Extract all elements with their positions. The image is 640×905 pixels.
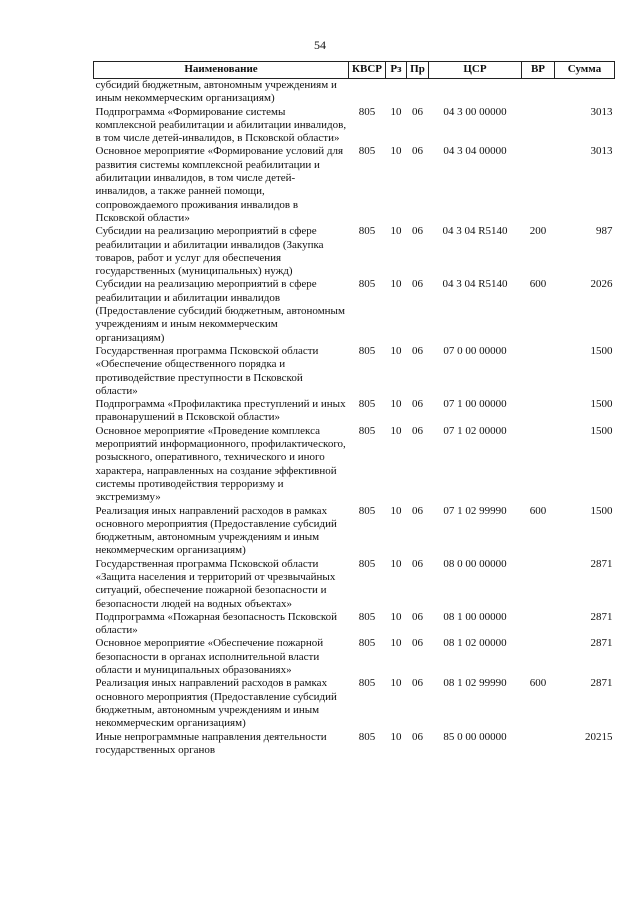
table-header-row <box>94 62 615 79</box>
header-pr: Пр <box>407 62 429 79</box>
cell-kvsr: 805 <box>358 398 376 411</box>
cell-rz: 10 <box>390 730 402 743</box>
header-vr: ВР <box>522 62 555 79</box>
table-row <box>94 106 615 146</box>
cell-pr: 06 <box>412 677 423 690</box>
cell-pr: 06 <box>412 557 423 570</box>
cell-csr: 04 3 00 00000 <box>443 105 507 118</box>
header-rz: Рз <box>386 62 407 79</box>
cell-rz: 10 <box>390 637 402 650</box>
cell-vr <box>522 558 555 611</box>
cell-vr <box>522 398 555 425</box>
cell-sum: 2871 <box>590 677 613 690</box>
cell-vr <box>522 637 555 677</box>
cell-csr <box>429 79 522 106</box>
cell-rz: 10 <box>390 278 402 291</box>
cell-kvsr: 805 <box>358 610 376 623</box>
cell-name: Государственная программа Псковской области «Защита населения и территорий от чрезвычайных ситуаций, обеспечение пожарной безопасности и безопасности людей на водных объектах» <box>95 557 336 610</box>
table-row <box>94 345 615 398</box>
cell-rz: 10 <box>390 557 402 570</box>
cell-pr: 06 <box>412 504 423 517</box>
cell-vr: 600 <box>529 278 547 291</box>
table-row <box>94 278 615 344</box>
cell-pr: 06 <box>412 225 423 238</box>
cell-vr: 600 <box>529 677 547 690</box>
cell-kvsr: 805 <box>358 105 376 118</box>
cell-sum: 987 <box>596 225 613 238</box>
cell-csr: 07 1 02 99990 <box>443 504 507 517</box>
cell-rz: 10 <box>390 225 402 238</box>
cell-kvsr: 805 <box>358 504 376 517</box>
cell-name: Реализация иных направлений расходов в рамках основного мероприятия (Предоставление субсидий бюджетным, автономным учреждениям и иным некоммерческим организациям) <box>95 677 337 730</box>
cell-pr: 06 <box>412 398 423 411</box>
cell-name: Иные непрограммные направления деятельности государственных органов <box>95 730 327 756</box>
table-row <box>94 79 615 106</box>
cell-sum: 1500 <box>590 398 613 411</box>
cell-csr: 07 0 00 00000 <box>443 344 507 357</box>
cell-rz: 10 <box>390 145 402 158</box>
cell-pr: 06 <box>412 278 423 291</box>
cell-sum <box>555 79 615 106</box>
cell-vr <box>522 425 555 505</box>
cell-pr: 06 <box>412 105 423 118</box>
table-row <box>94 225 615 278</box>
cell-pr <box>407 79 429 106</box>
cell-vr <box>522 79 555 106</box>
table-row <box>94 145 615 225</box>
cell-rz: 10 <box>390 610 402 623</box>
cell-pr: 06 <box>412 344 423 357</box>
cell-vr <box>522 611 555 638</box>
cell-csr: 08 1 02 00000 <box>443 637 507 650</box>
cell-vr <box>522 106 555 146</box>
cell-csr: 04 3 04 00000 <box>443 145 507 158</box>
cell-rz: 10 <box>390 504 402 517</box>
cell-sum: 1500 <box>590 424 613 437</box>
cell-name: Подпрограмма «Пожарная безопасность Псковской области» <box>95 610 338 637</box>
cell-sum: 2871 <box>590 637 613 650</box>
cell-csr: 07 1 02 00000 <box>443 424 507 437</box>
cell-rz: 10 <box>390 677 402 690</box>
table-row <box>94 398 615 425</box>
cell-kvsr: 805 <box>358 344 376 357</box>
cell-name: Субсидии на реализацию мероприятий в сфере реабилитации и абилитации инвалидов (Предоставление субсидий бюджетным, автономным учреждениям и иным некоммерческим организациям) <box>95 278 345 344</box>
cell-csr: 04 3 04 R5140 <box>442 278 508 291</box>
cell-name: Реализация иных направлений расходов в рамках основного мероприятия (Предоставление субсидий бюджетным, автономным учреждениям и иным некоммерческим организациям) <box>95 504 337 557</box>
header-name: Наименование <box>94 62 349 79</box>
table-row <box>94 558 615 611</box>
cell-rz: 10 <box>390 424 402 437</box>
cell-sum: 3013 <box>590 105 613 118</box>
table-row <box>94 731 615 758</box>
cell-sum: 20215 <box>585 730 613 743</box>
cell-csr: 04 3 04 R5140 <box>442 225 508 238</box>
table-row <box>94 425 615 505</box>
cell-name: Государственная программа Псковской области «Обеспечение общественного порядка и противодействие преступности в Псковской области» <box>95 344 319 397</box>
budget-table <box>93 61 615 757</box>
cell-vr <box>522 731 555 758</box>
table-row <box>94 505 615 558</box>
table-row <box>94 611 615 638</box>
cell-pr: 06 <box>412 637 423 650</box>
cell-kvsr: 805 <box>358 730 376 743</box>
cell-kvsr: 805 <box>358 225 376 238</box>
cell-name: Подпрограмма «Профилактика преступлений и иных правонарушений в Псковской области» <box>95 398 346 424</box>
cell-pr: 06 <box>412 730 423 743</box>
cell-sum: 1500 <box>590 504 613 517</box>
cell-kvsr <box>349 79 386 106</box>
cell-name: субсидий бюджетным, автономным учреждениям и иным некоммерческим организациям) <box>95 79 337 105</box>
table-body <box>94 79 615 758</box>
cell-csr: 08 1 02 99990 <box>443 677 507 690</box>
cell-kvsr: 805 <box>358 145 376 158</box>
cell-sum: 2871 <box>590 557 613 570</box>
header-sum: Сумма <box>555 62 615 79</box>
header-kvsr: КВСР <box>349 62 386 79</box>
cell-name: Основное мероприятие «Формирование условий для развития системы комплексной реабилитации и абилитации инвалидов, в том числе детей-инвалидов, а также ранней помощи, сопровождаемого проживания инвалидов в Псковской области» <box>95 145 344 224</box>
cell-vr <box>522 145 555 225</box>
cell-vr: 200 <box>529 225 547 238</box>
cell-pr: 06 <box>412 145 423 158</box>
cell-sum: 1500 <box>590 344 613 357</box>
cell-rz: 10 <box>390 344 402 357</box>
cell-kvsr: 805 <box>358 278 376 291</box>
table-row <box>94 637 615 677</box>
cell-name: Основное мероприятие «Проведение комплекса мероприятий информационного, профилактического, розыскного, оперативного, технического и иного характера, направленных на создание эффективной системы противодействия терроризму и экстремизму» <box>95 424 346 504</box>
cell-vr: 600 <box>529 504 547 517</box>
cell-kvsr: 805 <box>358 677 376 690</box>
cell-pr: 06 <box>412 610 423 623</box>
cell-kvsr: 805 <box>358 424 376 437</box>
cell-csr: 08 0 00 00000 <box>443 557 507 570</box>
cell-rz <box>386 79 407 106</box>
cell-csr: 07 1 00 00000 <box>443 398 507 411</box>
cell-rz: 10 <box>390 105 402 118</box>
cell-sum: 3013 <box>590 145 613 158</box>
cell-name: Основное мероприятие «Обеспечение пожарной безопасности в органах исполнительной власти области и муниципальных образованиях» <box>95 637 324 677</box>
table-row <box>94 677 615 730</box>
cell-csr: 08 1 00 00000 <box>443 610 507 623</box>
cell-kvsr: 805 <box>358 637 376 650</box>
cell-vr <box>522 345 555 398</box>
cell-kvsr: 805 <box>358 557 376 570</box>
cell-name: Подпрограмма «Формирование системы комплексной реабилитации и абилитации инвалидов, в том числе детей-инвалидов, в Псковской области» <box>95 105 347 145</box>
cell-sum: 2871 <box>590 610 613 623</box>
cell-sum: 2026 <box>590 278 613 291</box>
header-csr: ЦСР <box>429 62 522 79</box>
cell-rz: 10 <box>390 398 402 411</box>
cell-pr: 06 <box>412 424 423 437</box>
page-number: 54 <box>314 38 326 52</box>
cell-name: Субсидии на реализацию мероприятий в сфере реабилитации и абилитации инвалидов (Закупка товаров, работ и услуг для обеспечения государственных (муниципальных) нужд) <box>95 225 324 278</box>
cell-csr: 85 0 00 00000 <box>443 730 507 743</box>
